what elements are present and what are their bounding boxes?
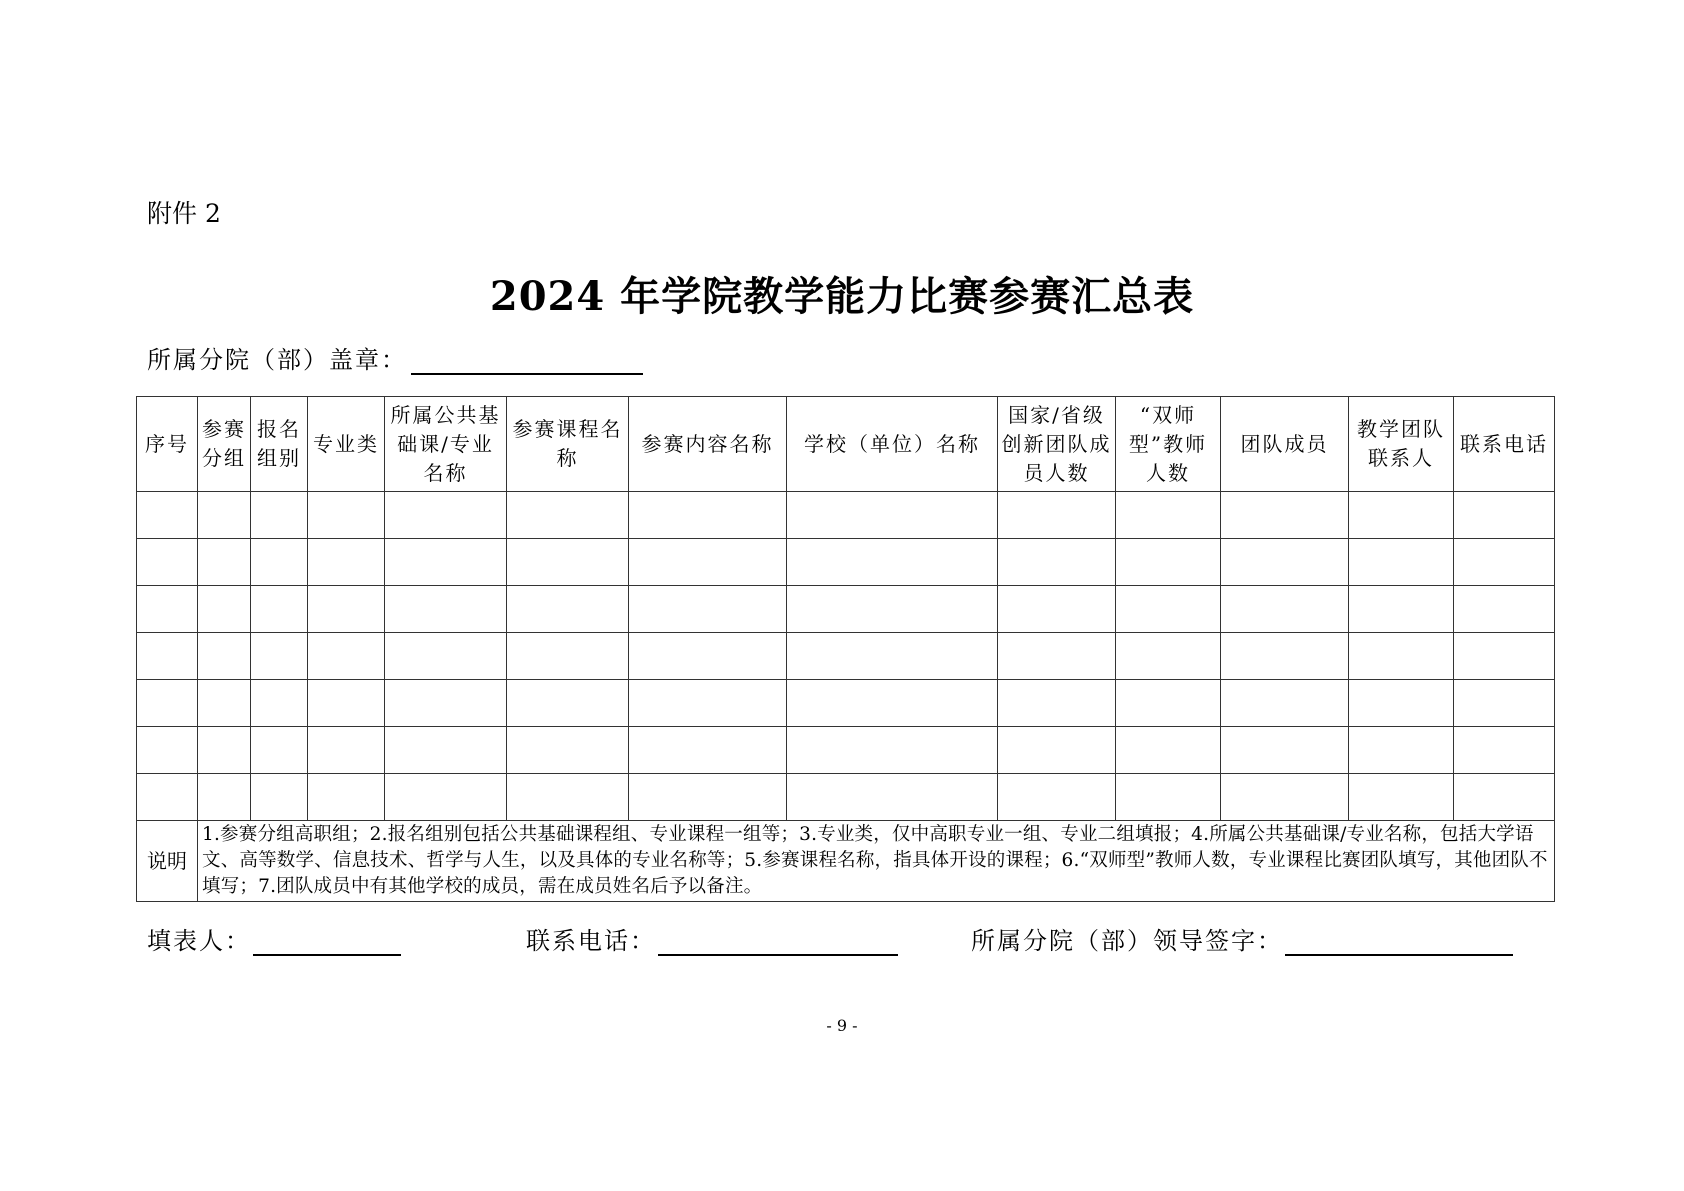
table-cell[interactable] xyxy=(629,492,787,539)
column-header: 联系电话 xyxy=(1454,397,1555,492)
table-cell[interactable] xyxy=(1116,492,1221,539)
table-cell[interactable] xyxy=(1116,633,1221,680)
filler-field xyxy=(147,921,401,956)
table-cell[interactable] xyxy=(1349,680,1454,727)
table-row xyxy=(137,586,1555,633)
table-cell[interactable] xyxy=(1116,586,1221,633)
table-cell[interactable] xyxy=(998,680,1116,727)
table-cell[interactable] xyxy=(308,774,385,821)
table-row xyxy=(137,680,1555,727)
table-cell[interactable] xyxy=(251,727,308,774)
table-cell[interactable] xyxy=(137,680,198,727)
leader-signature-field xyxy=(971,921,1513,956)
table-cell[interactable] xyxy=(385,727,507,774)
table-cell[interactable] xyxy=(507,492,629,539)
table-cell[interactable] xyxy=(385,680,507,727)
table-cell[interactable] xyxy=(1349,539,1454,586)
table-cell[interactable] xyxy=(385,586,507,633)
table-cell[interactable] xyxy=(1454,774,1555,821)
note-row xyxy=(137,821,1555,902)
table-cell[interactable] xyxy=(198,727,251,774)
table-cell[interactable] xyxy=(385,492,507,539)
leader-signature-blank[interactable] xyxy=(1285,928,1513,956)
column-header: 参赛分组 xyxy=(198,397,251,492)
table-cell[interactable] xyxy=(308,633,385,680)
note-label: 说明 xyxy=(137,821,198,902)
table-cell[interactable] xyxy=(1454,492,1555,539)
table-cell[interactable] xyxy=(1349,586,1454,633)
table-cell[interactable] xyxy=(1221,633,1349,680)
table-cell[interactable] xyxy=(1116,727,1221,774)
table-cell[interactable] xyxy=(998,586,1116,633)
table-cell[interactable] xyxy=(998,539,1116,586)
table-cell[interactable] xyxy=(251,633,308,680)
column-header: 所属公共基础课/专业名称 xyxy=(385,397,507,492)
table-cell[interactable] xyxy=(251,680,308,727)
table-cell[interactable] xyxy=(507,680,629,727)
table-cell[interactable] xyxy=(998,774,1116,821)
table-cell[interactable] xyxy=(1116,680,1221,727)
table-cell[interactable] xyxy=(787,492,998,539)
table-cell[interactable] xyxy=(1454,586,1555,633)
table-cell[interactable] xyxy=(507,774,629,821)
column-header: 国家/省级创新团队成员人数 xyxy=(998,397,1116,492)
table-cell[interactable] xyxy=(308,586,385,633)
table-cell[interactable] xyxy=(629,774,787,821)
table-row xyxy=(137,539,1555,586)
table-row xyxy=(137,492,1555,539)
dept-seal-line xyxy=(147,340,643,375)
table-cell[interactable] xyxy=(787,586,998,633)
table-cell[interactable] xyxy=(1221,680,1349,727)
column-header: 学校（单位）名称 xyxy=(787,397,998,492)
table-cell[interactable] xyxy=(198,539,251,586)
column-header: 参赛课程名称 xyxy=(507,397,629,492)
table-cell[interactable] xyxy=(198,586,251,633)
table-cell[interactable] xyxy=(308,539,385,586)
table-cell[interactable] xyxy=(198,492,251,539)
table-cell[interactable] xyxy=(787,680,998,727)
leader-signature-label: 所属分院（部）领导签字： xyxy=(971,927,1283,955)
table-cell[interactable] xyxy=(137,727,198,774)
table-cell[interactable] xyxy=(1221,727,1349,774)
table-cell[interactable] xyxy=(1221,492,1349,539)
table-cell[interactable] xyxy=(629,586,787,633)
page-title: 2024 年学院教学能力比赛参赛汇总表 xyxy=(489,273,1195,320)
table-cell[interactable] xyxy=(198,680,251,727)
table-cell[interactable] xyxy=(787,539,998,586)
table-cell[interactable] xyxy=(385,539,507,586)
table-cell[interactable] xyxy=(1116,774,1221,821)
table-cell[interactable] xyxy=(507,727,629,774)
dept-seal-blank[interactable] xyxy=(411,347,643,375)
column-header: 教学团队联系人 xyxy=(1349,397,1454,492)
attachment-label: 附件 2 xyxy=(147,199,221,228)
table-cell[interactable] xyxy=(998,492,1116,539)
column-header: 报名组别 xyxy=(251,397,308,492)
table-cell[interactable] xyxy=(507,633,629,680)
phone-label: 联系电话： xyxy=(526,927,656,955)
table-cell[interactable] xyxy=(629,633,787,680)
filler-label: 填表人： xyxy=(147,927,251,955)
table-cell[interactable] xyxy=(308,727,385,774)
table-row xyxy=(137,774,1555,821)
table-cell[interactable] xyxy=(1454,539,1555,586)
phone-blank[interactable] xyxy=(658,928,898,956)
table-cell[interactable] xyxy=(1349,727,1454,774)
table-cell[interactable] xyxy=(1349,774,1454,821)
table-cell[interactable] xyxy=(787,633,998,680)
table-cell[interactable] xyxy=(1454,727,1555,774)
table-cell[interactable] xyxy=(385,633,507,680)
page-number: - 9 - xyxy=(826,1016,858,1035)
table-cell[interactable] xyxy=(1221,774,1349,821)
table-cell[interactable] xyxy=(787,774,998,821)
table-cell[interactable] xyxy=(629,539,787,586)
table-cell[interactable] xyxy=(137,586,198,633)
table-cell[interactable] xyxy=(198,774,251,821)
table-cell[interactable] xyxy=(137,492,198,539)
table-cell[interactable] xyxy=(137,633,198,680)
table-cell[interactable] xyxy=(251,539,308,586)
table-cell[interactable] xyxy=(1349,633,1454,680)
table-cell[interactable] xyxy=(137,774,198,821)
table-row xyxy=(137,633,1555,680)
summary-table xyxy=(136,396,1555,902)
table-cell[interactable] xyxy=(1221,539,1349,586)
note-text: 1.参赛分组高职组；2.报名组别包括公共基础课程组、专业课程一组等；3.专业类，仅中高职专业一组、专业二组填报；4.所属公共基础课/专业名称，包括大学语文、高等数学、信息技术、哲学与人生，以及具体的专业名称等；5.参赛课程名称，指具体开设的课程；6.“双师型”教师人数，专业课程比赛团队填写，其他团队不填写；7.团队成员中有其他学校的成员，需在成员姓名后予以备注。 xyxy=(198,821,1555,902)
table-cell[interactable] xyxy=(1221,586,1349,633)
filler-blank[interactable] xyxy=(253,928,401,956)
column-header: “双师型”教师人数 xyxy=(1116,397,1221,492)
table-cell[interactable] xyxy=(198,633,251,680)
dept-seal-label: 所属分院（部）盖章： xyxy=(147,346,407,374)
table-row xyxy=(137,727,1555,774)
column-header: 专业类 xyxy=(308,397,385,492)
table-cell[interactable] xyxy=(507,539,629,586)
table-cell[interactable] xyxy=(251,492,308,539)
table-cell[interactable] xyxy=(629,680,787,727)
table-cell[interactable] xyxy=(308,492,385,539)
phone-field xyxy=(526,921,898,956)
column-header: 团队成员 xyxy=(1221,397,1349,492)
table-cell[interactable] xyxy=(251,774,308,821)
table-cell[interactable] xyxy=(629,727,787,774)
table-body xyxy=(137,492,1555,821)
table-cell[interactable] xyxy=(1454,680,1555,727)
table-cell[interactable] xyxy=(385,774,507,821)
table-cell[interactable] xyxy=(998,633,1116,680)
table-cell[interactable] xyxy=(1349,492,1454,539)
table-cell[interactable] xyxy=(251,586,308,633)
table-cell[interactable] xyxy=(137,539,198,586)
table-cell[interactable] xyxy=(998,727,1116,774)
column-header: 序号 xyxy=(137,397,198,492)
table-cell[interactable] xyxy=(1454,633,1555,680)
table-cell[interactable] xyxy=(787,727,998,774)
table-cell[interactable] xyxy=(1116,539,1221,586)
table-cell[interactable] xyxy=(308,680,385,727)
column-header: 参赛内容名称 xyxy=(629,397,787,492)
table-header-row xyxy=(137,397,1555,492)
table-cell[interactable] xyxy=(507,586,629,633)
